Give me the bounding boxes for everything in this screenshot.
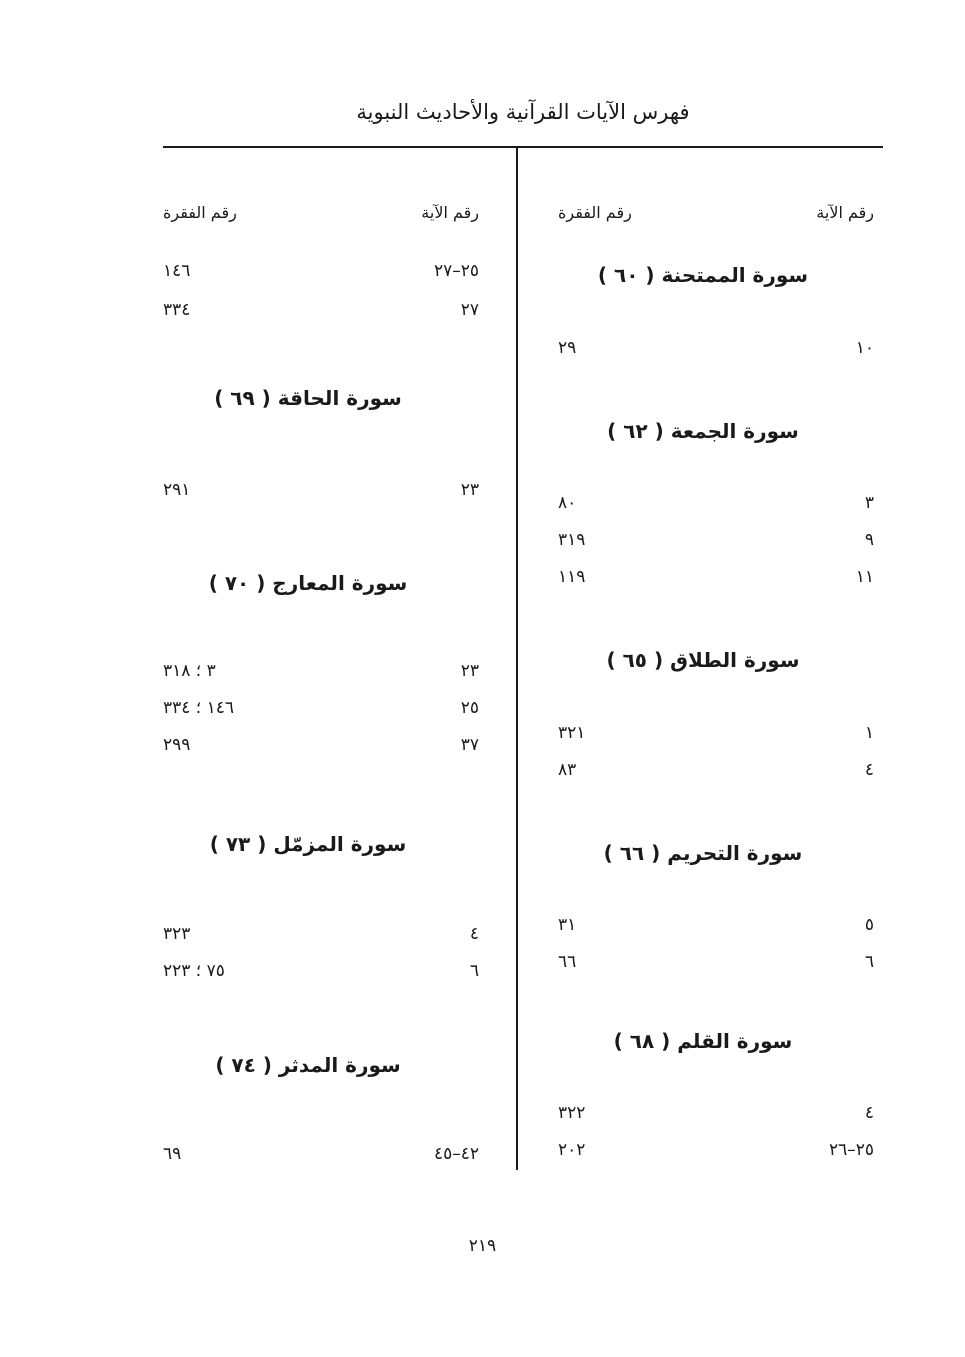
surah-heading: سورة الطلاق ( ٦٥ ) bbox=[606, 648, 800, 672]
running-header: فهرس الآيات القرآنية والأحاديث النبوية bbox=[356, 100, 690, 124]
index-row bbox=[163, 661, 483, 687]
index-row bbox=[163, 735, 483, 761]
surah-heading: سورة المزمّل ( ٧٣ ) bbox=[209, 832, 407, 856]
index-row bbox=[163, 1144, 483, 1170]
paragraph-number: ٨٠ bbox=[558, 493, 577, 513]
surah-heading: سورة المدثر ( ٧٤ ) bbox=[215, 1053, 401, 1077]
index-row bbox=[558, 723, 878, 749]
verse-number: ٦ bbox=[864, 952, 874, 972]
index-row bbox=[558, 338, 878, 364]
surah-heading: سورة الحاقة ( ٦٩ ) bbox=[214, 386, 402, 410]
paragraph-number: ٢٩٩ bbox=[163, 735, 191, 755]
paragraph-number: ٨٣ bbox=[558, 760, 577, 780]
index-row bbox=[558, 567, 878, 593]
verse-number: ٩ bbox=[864, 530, 874, 550]
verse-number: ٤ bbox=[864, 760, 874, 780]
verse-number: ٢٥ bbox=[460, 698, 479, 718]
paragraph-number: ٣٢٣ bbox=[163, 924, 191, 944]
index-row bbox=[163, 924, 483, 950]
verse-number: ١١ bbox=[855, 567, 874, 587]
paragraph-number: ٣ ؛ ٣١٨ bbox=[163, 661, 216, 681]
verse-number-header: رقم الآية bbox=[421, 203, 479, 222]
paragraph-number: ٣٢١ bbox=[558, 723, 586, 743]
surah-heading: سورة الجمعة ( ٦٢ ) bbox=[607, 419, 799, 443]
verse-number: ٤ bbox=[469, 924, 479, 944]
verse-number: ٢٣ bbox=[460, 661, 479, 681]
verse-number: ٢٧ bbox=[460, 300, 479, 320]
surah-heading: سورة الممتحنة ( ٦٠ ) bbox=[597, 263, 809, 287]
verse-number-header: رقم الآية bbox=[816, 203, 874, 222]
verse-number: ٣ bbox=[864, 493, 874, 513]
left-column bbox=[163, 148, 483, 1178]
index-row bbox=[558, 1103, 878, 1129]
paragraph-number: ١٤٦ bbox=[163, 261, 191, 281]
verse-number: ١ bbox=[864, 723, 874, 743]
paragraph-number: ٣٢٢ bbox=[558, 1103, 586, 1123]
paragraph-number: ٢٠٢ bbox=[558, 1140, 586, 1160]
paragraph-number-header: رقم الفقرة bbox=[163, 203, 237, 222]
paragraph-number: ٣١ bbox=[558, 915, 577, 935]
index-row bbox=[163, 480, 483, 506]
column-divider bbox=[516, 148, 518, 1170]
index-row bbox=[558, 1140, 878, 1166]
index-row bbox=[558, 952, 878, 978]
verse-number: ٥ bbox=[864, 915, 874, 935]
index-row bbox=[163, 961, 483, 987]
paragraph-number: ٣١٩ bbox=[558, 530, 586, 550]
index-row bbox=[558, 530, 878, 556]
verse-number: ٦ bbox=[469, 961, 479, 981]
index-row bbox=[163, 300, 483, 326]
page-number: ٢١٩ bbox=[468, 1236, 497, 1256]
verse-number: ٢٥–٢٧ bbox=[433, 261, 479, 281]
verse-number: ٣٧ bbox=[460, 735, 479, 755]
paragraph-number: ٢٩ bbox=[558, 338, 577, 358]
index-row bbox=[163, 261, 483, 287]
surah-heading: سورة التحريم ( ٦٦ ) bbox=[603, 841, 803, 865]
surah-heading: سورة المعارج ( ٧٠ ) bbox=[208, 571, 408, 595]
paragraph-number: ٦٦ bbox=[558, 952, 577, 972]
verse-number: ٤٢–٤٥ bbox=[433, 1144, 479, 1164]
paragraph-number-header: رقم الفقرة bbox=[558, 203, 632, 222]
right-column bbox=[558, 148, 878, 1178]
paragraph-number: ٧٥ ؛ ٢٢٣ bbox=[163, 961, 225, 981]
verse-number: ٢٣ bbox=[460, 480, 479, 500]
verse-number: ١٠ bbox=[855, 338, 874, 358]
index-row bbox=[558, 493, 878, 519]
paragraph-number: ٣٣٤ bbox=[163, 300, 191, 320]
verse-number: ٤ bbox=[864, 1103, 874, 1123]
verse-number: ٢٥–٢٦ bbox=[828, 1140, 874, 1160]
index-row bbox=[558, 760, 878, 786]
paragraph-number: ٦٩ bbox=[163, 1144, 182, 1164]
index-row bbox=[558, 915, 878, 941]
paragraph-number: ٢٩١ bbox=[163, 480, 191, 500]
paragraph-number: ١٤٦ ؛ ٣٣٤ bbox=[163, 698, 235, 718]
index-row bbox=[163, 698, 483, 724]
surah-heading: سورة القلم ( ٦٨ ) bbox=[613, 1029, 793, 1053]
paragraph-number: ١١٩ bbox=[558, 567, 586, 587]
